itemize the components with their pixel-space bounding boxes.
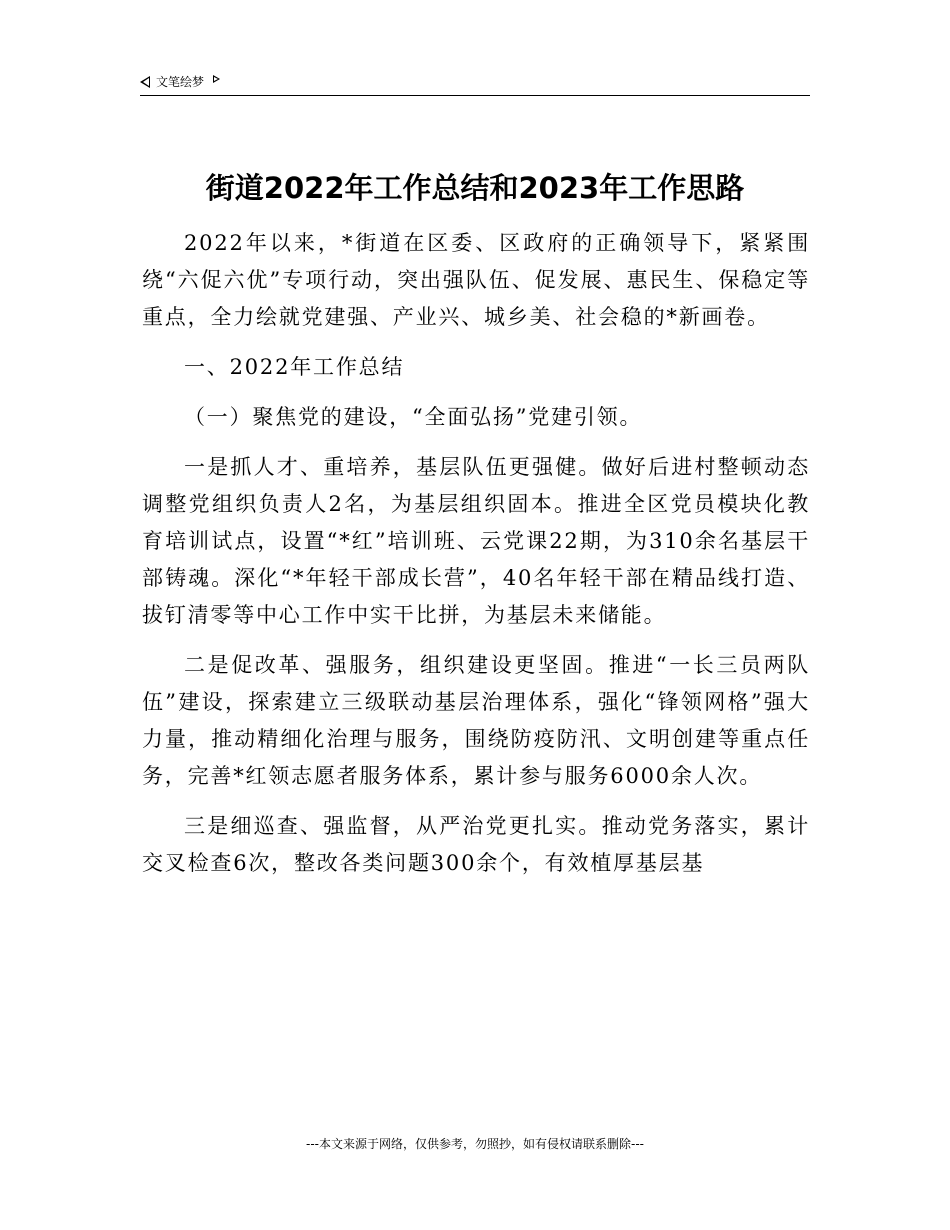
body-paragraph: 三是细巡查、强监督，从严治党更扎实。推动党务落实，累计交叉检查6次，整改各类问题300余个，有效植厚基层基 xyxy=(142,814,810,875)
header-brand xyxy=(140,74,220,90)
footer-disclaimer: ---本文来源于网络，仅供参考，勿照抄，如有侵权请联系删除--- xyxy=(306,1137,644,1151)
body-paragraph: 一是抓人才、重培养，基层队伍更强健。做好后进村整顿动态调整党组织负责人2名，为基层组织固本。推进全区党员模块化教育培训试点，设置“*红”培训班、云党课22期，为310余名基层干部铸魂。深化“*年轻干部成长营”，40名年轻干部在精品线打造、拔钉清零等中心工作中实干比拼，为基层未来储能。 xyxy=(142,455,810,627)
header-label: 文笔绘梦 xyxy=(156,75,205,89)
intro-paragraph: 2022年以来，*街道在区委、区政府的正确领导下，紧紧围绕“六促六优”专项行动，突出强队伍、促发展、惠民生、保稳定等重点，全力绘就党建强、产业兴、城乡美、社会稳的*新画卷。 xyxy=(142,231,810,329)
triangle-right-icon xyxy=(213,75,220,83)
document-title: 街道2022年工作总结和2023年工作思路 xyxy=(205,171,745,205)
page-header xyxy=(140,70,810,96)
triangle-left-icon xyxy=(140,76,150,88)
document-body xyxy=(142,225,810,895)
body-paragraph: 二是促改革、强服务，组织建设更坚固。推进“一长三员两队伍”建设，探索建立三级联动基层治理体系，强化“锋领网格”强大力量，推动精细化治理与服务，围绕防疫防汛、文明创建等重点任务，完善*红领志愿者服务体系，累计参与服务6000余人次。 xyxy=(142,653,810,788)
subsection-heading: （一）聚焦党的建设，“全面弘扬”党建引领。 xyxy=(184,405,643,429)
section-heading: 一、2022年工作总结 xyxy=(184,355,405,379)
